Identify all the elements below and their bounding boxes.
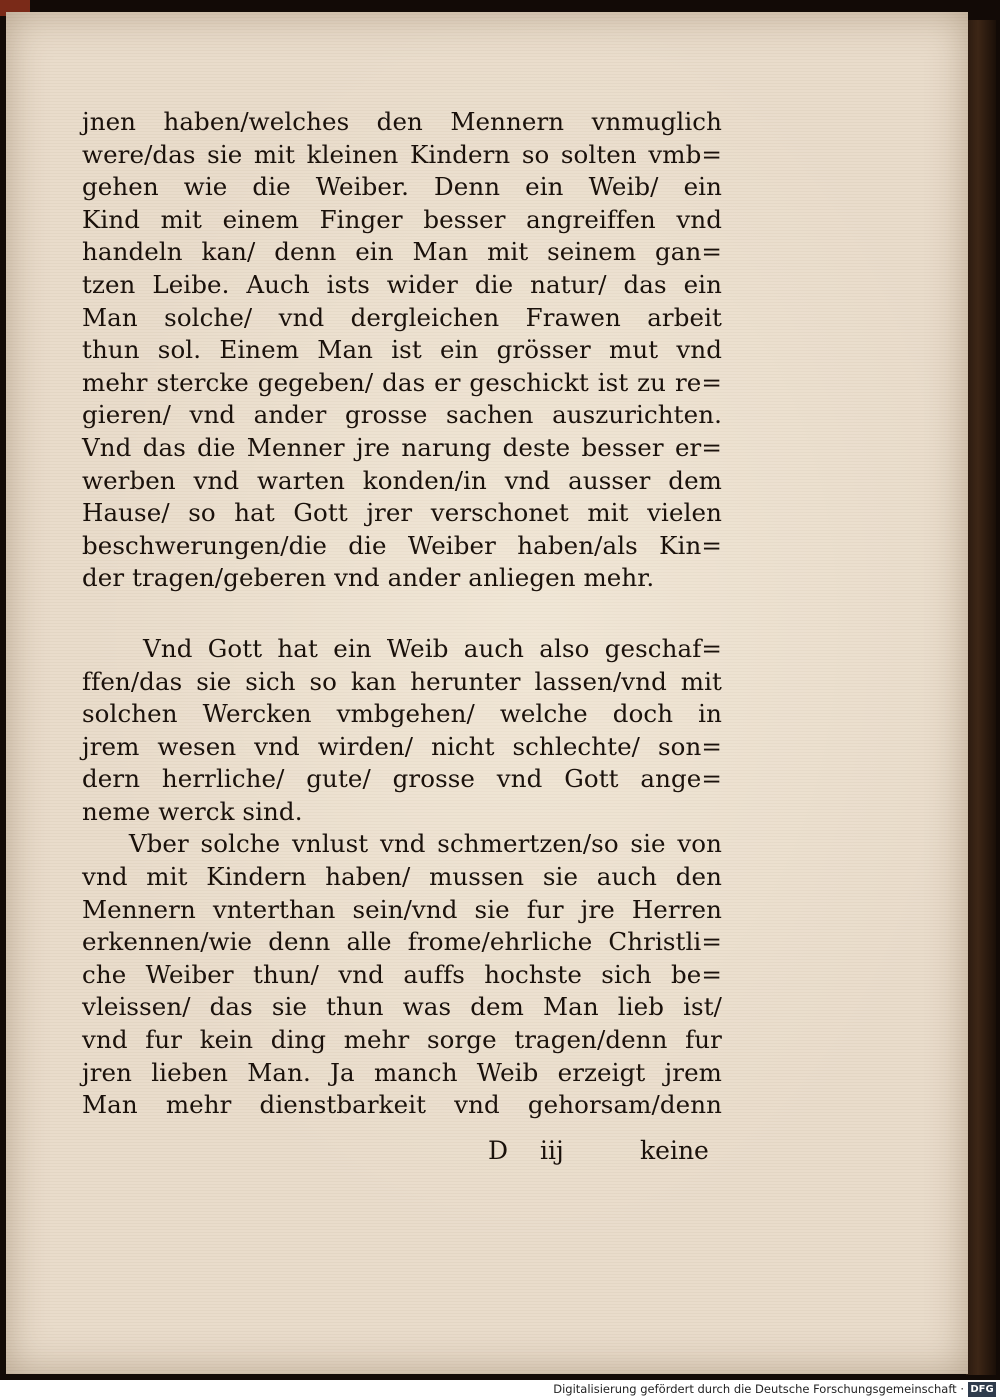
text-line: ffen/das sie sich so kan herunter lassen/vnd mit	[82, 666, 722, 696]
text-line: werben vnd warten konden/in vnd ausser dem	[82, 465, 722, 495]
text-line: dern herrliche/ gute/ grosse vnd Gott ange=	[82, 764, 722, 794]
text-line: Vnd Gott hat ein Weib auch also geschaf=	[82, 633, 722, 663]
text-line: jren lieben Man. Ja manch Weib erzeigt jrem	[82, 1057, 722, 1087]
digitization-footer	[0, 1380, 1000, 1400]
text-line: Mennern vnterthan sein/vnd sie fur jre Herren	[82, 894, 722, 924]
text-line: beschwerungen/die die Weiber haben/als Kin=	[82, 530, 722, 560]
paragraph-3	[82, 828, 722, 1121]
text-line: Vnd das die Menner jre narung deste besser er=	[82, 432, 722, 462]
signature-mark: D	[488, 1136, 509, 1165]
text-line: vnd fur kein ding mehr sorge tragen/denn fur	[82, 1025, 722, 1055]
funding-credit: Digitalisierung gefördert durch die Deutsche Forschungsgemeinschaft ·	[553, 1382, 964, 1396]
text-line: Kind mit einem Finger besser angreiffen vnd	[82, 204, 722, 234]
text-line: Vber solche vnlust vnd schmertzen/so sie von	[82, 829, 722, 859]
text-line: jnen haben/welches den Mennern vnmuglich	[82, 107, 722, 136]
text-line: thun sol. Einem Man ist ein grösser mut vnd	[82, 335, 722, 365]
dfg-logo-icon: DFG	[968, 1382, 996, 1397]
text-line: tzen Leibe. Auch ists wider die natur/ das ein	[82, 269, 722, 299]
signature-number: iij	[540, 1136, 564, 1165]
paragraph-1	[82, 106, 722, 595]
text-line: gieren/ vnd ander grosse sachen auszurichten.	[82, 400, 722, 430]
text-line: vnd mit Kindern haben/ mussen sie auch den	[82, 862, 722, 892]
catchword: keine	[640, 1136, 709, 1165]
text-line: Man mehr dienstbarkeit vnd gehorsam/denn	[82, 1090, 722, 1120]
text-line: che Weiber thun/ vnd auffs hochste sich be=	[82, 959, 722, 989]
text-line: Hause/ so hat Gott jrer verschonet mit vielen	[82, 498, 722, 528]
text-line: solchen Wercken vmbgehen/ welche doch in	[82, 699, 722, 729]
text-line: handeln kan/ denn ein Man mit seinem gan=	[82, 237, 722, 267]
text-line: jrem wesen vnd wirden/ nicht schlechte/ son=	[82, 731, 722, 761]
page-text	[82, 106, 722, 1122]
text-line: Man solche/ vnd dergleichen Frawen arbeit	[82, 302, 722, 332]
text-line: were/das sie mit kleinen Kindern so solten vmb=	[82, 139, 722, 169]
page-edge	[966, 20, 996, 1375]
text-line: neme werck sind.	[82, 796, 303, 826]
text-line: der tragen/geberen vnd ander anliegen mehr.	[82, 563, 655, 593]
text-line: mehr stercke gegeben/ das er geschickt ist zu re=	[82, 367, 722, 397]
page-foot	[488, 1136, 712, 1170]
paragraph-2	[82, 633, 722, 829]
text-line: gehen wie die Weiber. Denn ein Weib/ ein	[82, 172, 722, 202]
paragraph-gap	[82, 595, 722, 633]
text-line: erkennen/wie denn alle frome/ehrliche Christli=	[82, 927, 722, 957]
text-line: vleissen/ das sie thun was dem Man lieb ist/	[82, 992, 722, 1022]
